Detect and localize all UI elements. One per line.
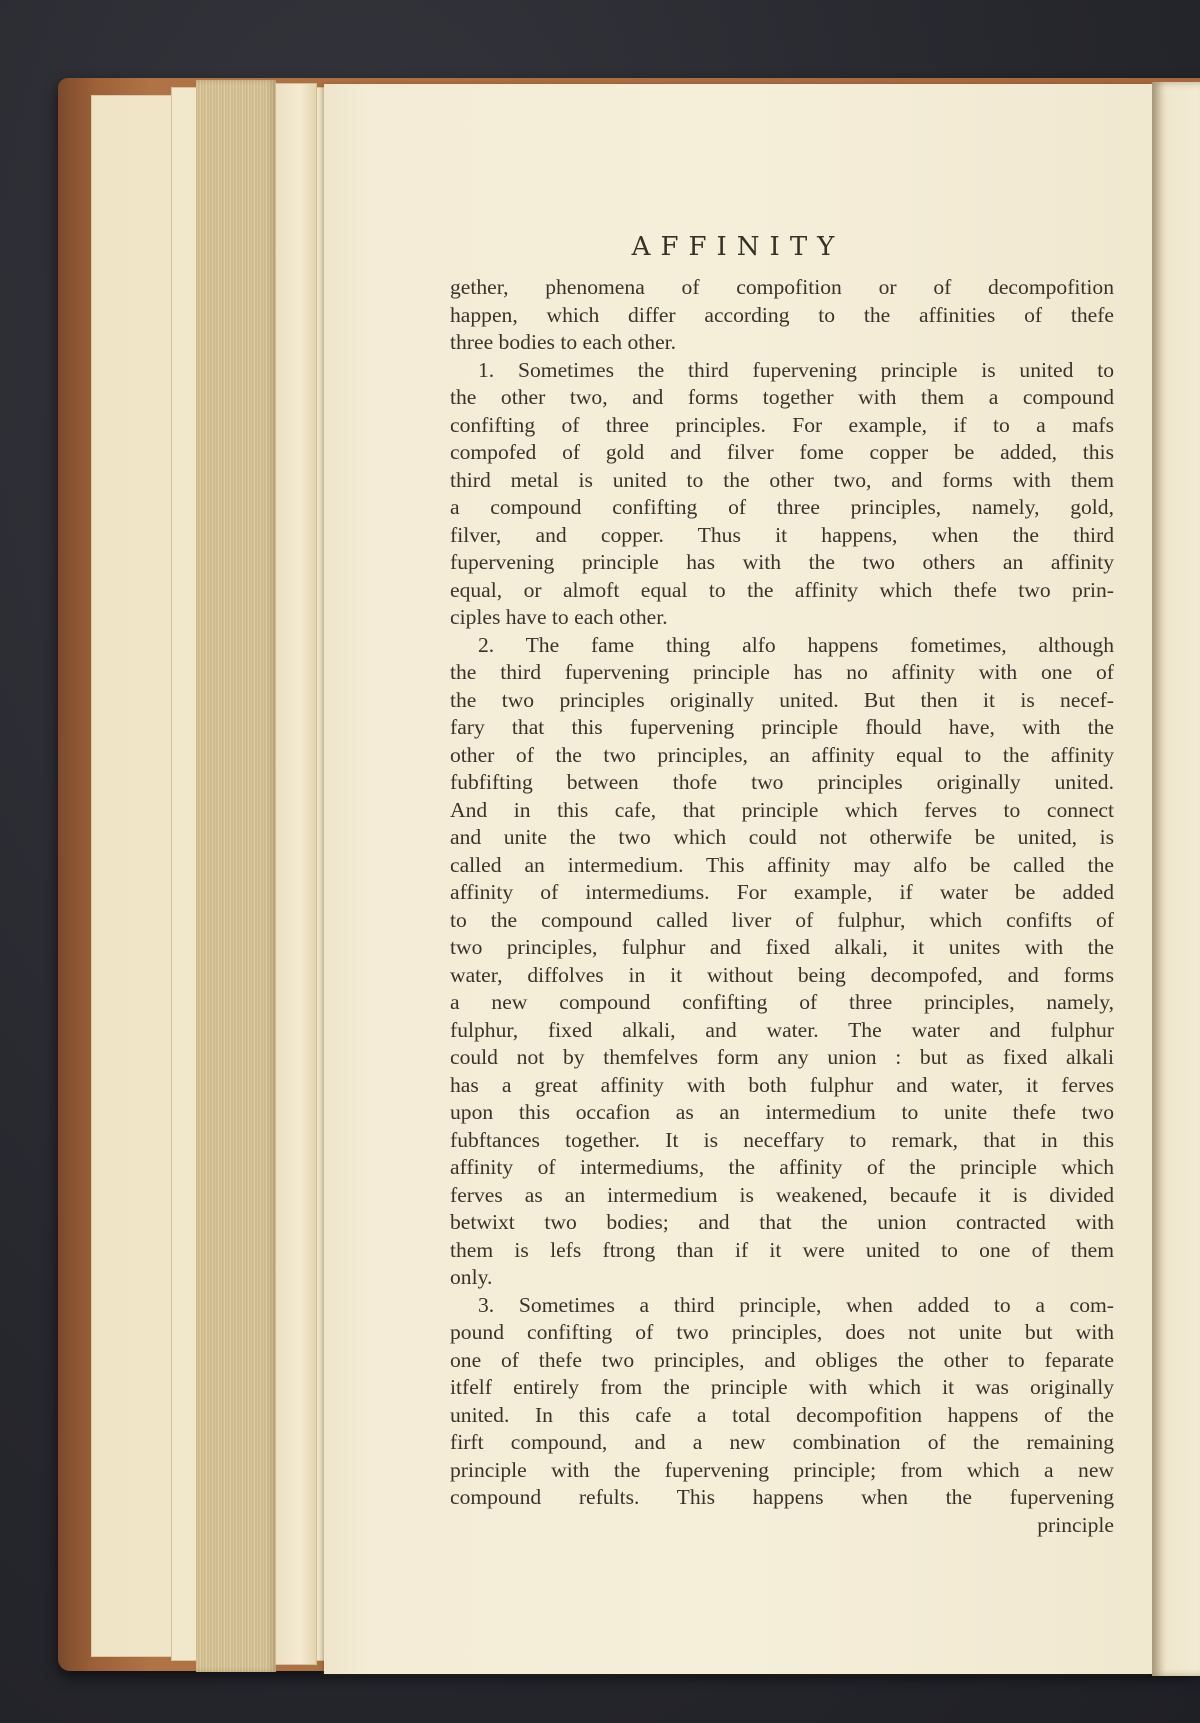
text-line: fary that this fupervening principle fhould have, with the <box>450 715 1114 739</box>
running-head: AFFINITY <box>631 232 845 262</box>
text-line: has a great affinity with both fulphur and water, it ferves <box>450 1072 1114 1097</box>
text-line: the two principles originally united. But then it is necef- <box>450 687 1114 712</box>
page-text <box>450 274 1114 1539</box>
text-line: a compound confifting of three principles, namely, gold, <box>450 495 1114 519</box>
text-line: And in this cafe, that principle which ferves to connect <box>450 797 1114 822</box>
text-line: itfelf entirely from the principle with which it was originally <box>450 1375 1114 1399</box>
text-line: 3. Sometimes a third principle, when added to a com- <box>478 1292 1114 1317</box>
text-line: one of thefe two principles, and obliges the other to feparate <box>450 1347 1114 1372</box>
text-line: three bodies to each other. <box>450 330 677 354</box>
text-line: called an intermedium. This affinity may alfo be called the <box>450 852 1114 877</box>
text-line: pound confifting of two principles, does not unite but with <box>450 1320 1114 1344</box>
text-line: fupervening principle has with the two others an affinity <box>450 550 1114 574</box>
text-line: upon this occafion as an intermedium to unite thefe two <box>450 1100 1114 1124</box>
text-line: ciples have to each other. <box>450 605 668 629</box>
text-line: filver, and copper. Thus it happens, when the third <box>450 522 1114 547</box>
text-line: confifting of three principles. For example, if to a mafs <box>450 412 1114 437</box>
text-line: affinity of intermediums, the affinity of the principle which <box>450 1155 1114 1179</box>
text-line: equal, or almoft equal to the affinity which thefe two prin- <box>450 577 1114 602</box>
text-line: the other two, and forms together with them a compound <box>450 385 1114 409</box>
turned-page <box>276 84 316 1664</box>
text-line: fubftances together. It is neceffary to remark, that in this <box>450 1127 1114 1152</box>
text-line: betwixt two bodies; and that the union contracted with <box>450 1210 1114 1234</box>
text-line: them is lefs ftrong than if it were united to one of them <box>450 1237 1114 1262</box>
text-line: two principles, fulphur and fixed alkali, it unites with the <box>450 935 1114 959</box>
text-line: compound refults. This happens when the fupervening <box>450 1485 1114 1509</box>
text-line: other of the two principles, an affinity equal to the affinity <box>450 742 1114 767</box>
text-line: a new compound confifting of three principles, namely, <box>450 990 1114 1014</box>
text-line: only. <box>450 1265 493 1289</box>
text-line: 1. Sometimes the third fupervening principle is united to <box>478 357 1114 382</box>
text-line: firft compound, and a new combination of the remaining <box>450 1430 1114 1454</box>
text-line: third metal is united to the other two, and forms with them <box>450 467 1114 492</box>
text-line: water, diffolves in it without being decompofed, and forms <box>450 962 1114 987</box>
text-line: fulphur, fixed alkali, and water. The water and fulphur <box>450 1017 1114 1042</box>
text-line: and unite the two which could not otherwife be united, is <box>450 825 1114 849</box>
text-line: the third fupervening principle has no affinity with one of <box>450 660 1114 684</box>
text-line: compofed of gold and filver fome copper be added, this <box>450 440 1114 464</box>
text-line: fubfifting between thofe two principles originally united. <box>450 770 1114 794</box>
text-line: 2. The fame thing alfo happens fometimes, although <box>478 632 1114 657</box>
text-line: principle with the fupervening principle; from which a new <box>450 1457 1114 1482</box>
facing-page-gutter <box>1152 82 1200 1676</box>
page-edges <box>196 80 276 1672</box>
text-line: affinity of intermediums. For example, if water be added <box>450 880 1114 904</box>
text-line: gether, phenomena of compofition or of decompofition <box>450 275 1114 299</box>
text-line: could not by themfelves form any union : but as fixed alkali <box>450 1045 1114 1069</box>
text-line: happen, which differ according to the affinities of thefe <box>450 302 1114 327</box>
text-line: ferves as an intermedium is weakened, becaufe it is divided <box>450 1182 1114 1207</box>
text-line: to the compound called liver of fulphur, which confifts of <box>450 907 1114 932</box>
catchword: principle <box>1037 1512 1114 1537</box>
text-line: united. In this cafe a total decompofition happens of the <box>450 1402 1114 1427</box>
